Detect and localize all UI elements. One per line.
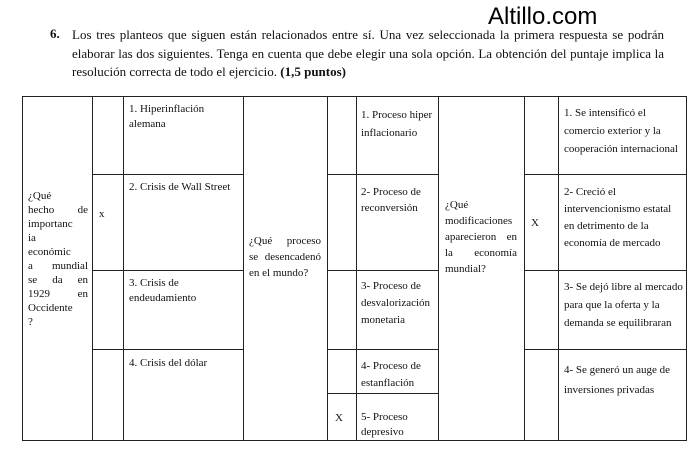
option-1-2: 2. Crisis de Wall Street [129,181,231,193]
question-1 [28,189,88,329]
option-1-1: 1. Hiperinflación alemana [129,103,205,130]
option-3-3: 3- Se dejó libre al mercado para que la oferta y la demanda se equilibraran [564,281,683,329]
answer-mark-3: X [531,217,539,229]
answer-mark-1: x [99,208,105,220]
question-number: 6. [50,26,60,41]
option-2-1: 1. Proceso hiper inflacionario [361,109,433,139]
option-3-2: 2- Creció el intervencionismo estatal en detrimento de la economía de mercado [564,186,672,249]
option-3-1: 1. Se intensificó el comercio exterior y la cooperación internacional [564,107,678,155]
answer-table [22,96,687,441]
question-3: ¿Qué modificaciones aparecieron en la economía mundial? [445,199,517,275]
option-2-5: 5- Proceso depresivo [361,411,408,438]
q1-line: hecho de [28,204,88,216]
option-1-3: 3. Crisis de endeudamiento [129,277,197,304]
question-points: (1,5 puntos) [280,64,347,79]
option-1-4: 4. Crisis del dólar [129,357,208,369]
question-2: ¿Qué proceso se desencadenó en el mundo? [249,235,321,279]
instructions-text: Los tres planteos que siguen están relacionados entre sí. Una vez seleccionada la primera respuesta se podrán elaborar las dos siguientes. Tenga en cuenta que debe elegir una sola opción. La obtención del puntaje implica la resolución correcta de todo el ejercicio. [72,27,664,79]
q1-line: importanc [28,218,73,230]
q1-line: ¿Qué [28,190,52,202]
q1-line: ia [28,232,36,244]
q1-line: 1929 en [28,288,88,300]
option-3-4: 4- Se generó un auge de inversiones privadas [564,364,670,396]
option-2-3: 3- Proceso de desvalorización monetaria [361,280,431,326]
q1-line: se da en [28,274,88,286]
q1-line: a mundial [28,260,88,272]
option-2-4: 4- Proceso de estanflación [361,360,421,389]
q1-line: ? [28,316,33,328]
q1-line: económic [28,246,71,258]
altillo-logo: Altillo.com [488,3,598,30]
q1-line: Occidente [28,302,73,314]
question-instructions [72,26,664,82]
answer-mark-2: X [335,412,343,424]
option-2-2: 2- Proceso de reconversión [361,186,421,214]
